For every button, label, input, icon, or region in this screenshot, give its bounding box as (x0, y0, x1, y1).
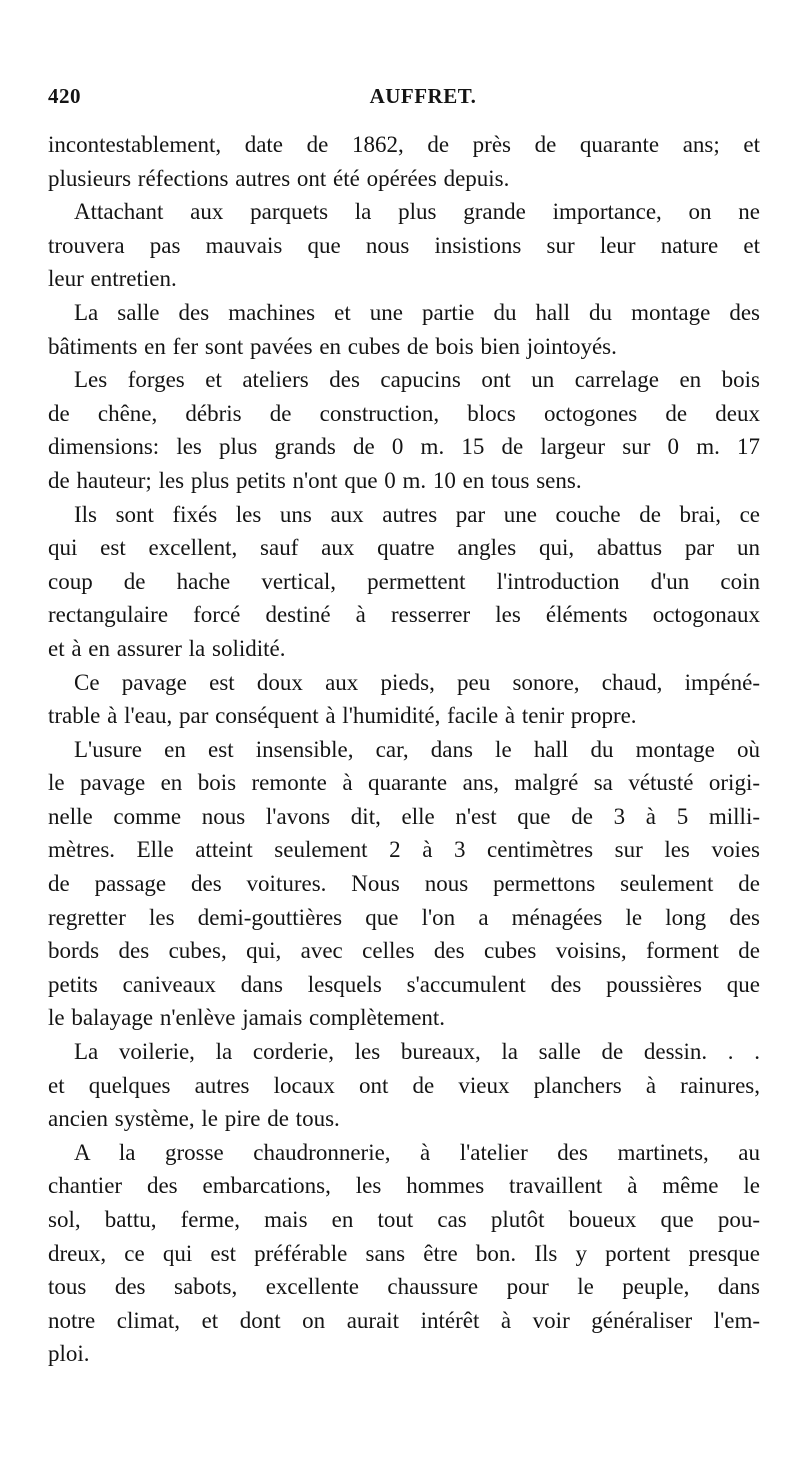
text-line: La salle des machines et une partie du hall du montage des (74, 299, 760, 325)
text-line: tous des sabots, excellente chaussure pour le peuple, dans (48, 1274, 760, 1300)
text-line: coup de hache vertical, permettent l'introduction d'un coin (48, 568, 760, 594)
page-number: 420 (48, 84, 81, 108)
text-line: Attachant aux parquets la plus grande importance, on ne (74, 199, 760, 225)
text-line: de passage des voitures. Nous nous permettons seulement de (48, 871, 760, 897)
text-line: de hauteur; les plus petits n'ont que 0 m. 10 en tous sens. (48, 467, 582, 493)
text-line: rectangulaire forcé destiné à resserrer les éléments octogonaux (48, 602, 760, 628)
text-line: mètres. Elle atteint seulement 2 à 3 centimètres sur les voies (48, 837, 760, 863)
text-line: ancien système, le pire de tous. (48, 1106, 340, 1132)
text-line: plusieurs réfections autres ont été opérées depuis. (48, 165, 510, 191)
text-line: leur entretien. (48, 266, 177, 292)
text-line: notre climat, et dont on aurait intérêt à voir généraliser l'em- (48, 1307, 760, 1333)
text-line: ploi. (48, 1341, 90, 1367)
text-line: bords des cubes, qui, avec celles des cubes voisins, forment de (48, 938, 760, 964)
text-line: Les forges et ateliers des capucins ont un carrelage en bois (74, 367, 760, 393)
text-line: regretter les demi-gouttières que l'on a ménagées le long des (48, 904, 760, 930)
text-line: dreux, ce qui est préférable sans être bon. Ils y portent presque (48, 1240, 760, 1266)
text-line: le balayage n'enlève jamais complètement. (48, 1005, 446, 1031)
text-line: le pavage en bois remonte à quarante ans, malgré sa vétusté origi- (48, 770, 760, 796)
text-line: petits caniveaux dans lesquels s'accumulent des poussières que (48, 971, 760, 997)
text-line: Ils sont fixés les uns aux autres par une couche de brai, ce (74, 501, 760, 527)
text-line: et quelques autres locaux ont de vieux planchers à rainures, (48, 1072, 760, 1098)
text-line: chantier des embarcations, les hommes travaillent à même le (48, 1173, 760, 1199)
text-line: nelle comme nous l'avons dit, elle n'est que de 3 à 5 milli- (48, 803, 760, 829)
text-line: trouvera pas mauvais que nous insistions sur leur nature et (48, 232, 760, 258)
text-line: dimensions: les plus grands de 0 m. 15 de largeur sur 0 m. 17 (48, 434, 760, 460)
text-line: L'usure en est insensible, car, dans le hall du montage où (74, 736, 760, 762)
text-line: Ce pavage est doux aux pieds, peu sonore, chaud, impéné- (74, 669, 760, 695)
text-line: qui est excellent, sauf aux quatre angles qui, abattus par un (48, 535, 760, 561)
running-title: AUFFRET. (369, 84, 477, 108)
body-text (48, 128, 760, 1371)
running-head (48, 84, 752, 118)
text-line: de chêne, débris de construction, blocs octogones de deux (48, 400, 760, 426)
text-line: sol, battu, ferme, mais en tout cas plutôt boueux que pou- (48, 1207, 760, 1232)
text-line: et à en assurer la solidité. (48, 635, 286, 661)
text-line: A la grosse chaudronnerie, à l'atelier des martinets, au (74, 1139, 760, 1165)
text-line: La voilerie, la corderie, les bureaux, la salle de dessin. . . (74, 1039, 760, 1065)
text-line: bâtiments en fer sont pavées en cubes de bois bien jointoyés. (48, 333, 617, 359)
text-line: trable à l'eau, par conséquent à l'humidité, facile à tenir propre. (48, 703, 637, 729)
text-line: incontestablement, date de 1862, de près de quarante ans; et (48, 132, 760, 157)
